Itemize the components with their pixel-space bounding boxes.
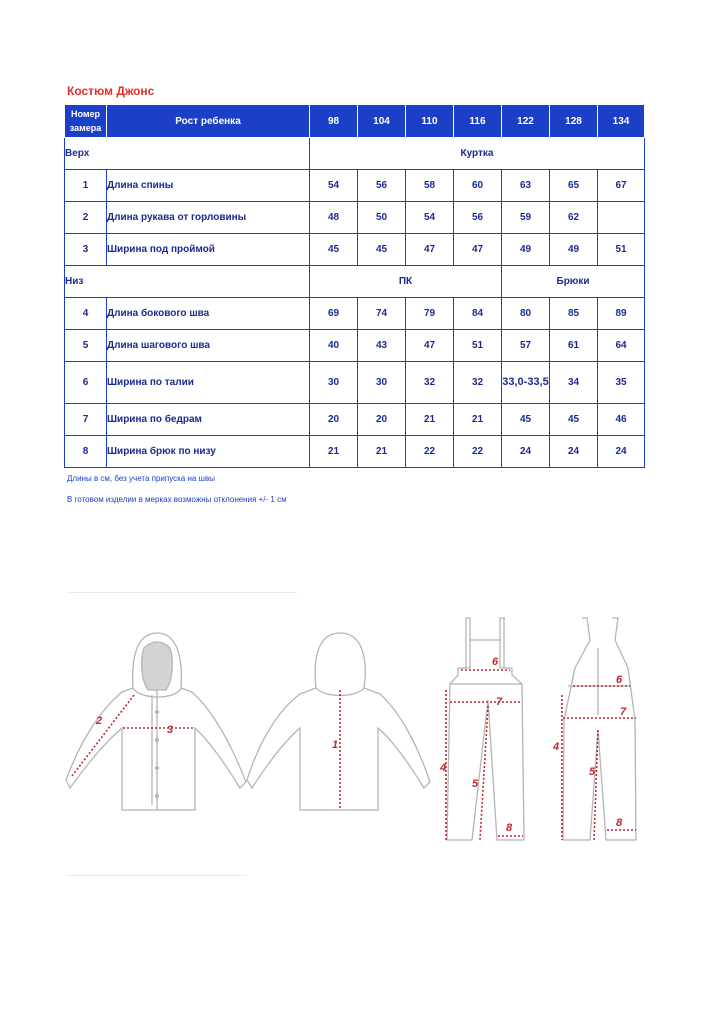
measure-value: 24 xyxy=(550,436,598,468)
measure-value: 47 xyxy=(406,330,454,362)
jacket-back-illustration xyxy=(247,633,430,810)
measure-value: 22 xyxy=(454,436,502,468)
measure-value: 56 xyxy=(358,170,406,202)
measure-value: 49 xyxy=(502,234,550,266)
measure-value: 40 xyxy=(310,330,358,362)
measure-value: 51 xyxy=(454,330,502,362)
measure-value: 45 xyxy=(502,404,550,436)
section-label-bottom: Низ xyxy=(65,266,310,298)
measure-number: 8 xyxy=(65,436,107,468)
measure-value: 24 xyxy=(598,436,645,468)
overalls-back-illustration xyxy=(563,618,636,840)
measure-label-4-back: 4 xyxy=(553,741,560,753)
measure-value: 89 xyxy=(598,298,645,330)
size-header: 98 xyxy=(310,105,358,138)
measure-number: 2 xyxy=(65,202,107,234)
measure-value: 46 xyxy=(598,404,645,436)
measure-number: 1 xyxy=(65,170,107,202)
measure-value: 45 xyxy=(310,234,358,266)
size-header: 122 xyxy=(502,105,550,138)
measure-value: 20 xyxy=(310,404,358,436)
measure-value: 34 xyxy=(550,362,598,404)
note-units: Длины в см, без учета припуска на швы xyxy=(67,474,215,483)
measure-value: 74 xyxy=(358,298,406,330)
garment-label-jacket: Куртка xyxy=(310,138,645,170)
size-header: 128 xyxy=(550,105,598,138)
garment-label-overalls: ПК xyxy=(310,266,502,298)
measure-value: 21 xyxy=(310,436,358,468)
measure-value: 24 xyxy=(502,436,550,468)
measure-value: 69 xyxy=(310,298,358,330)
measure-label-5-back: 5 xyxy=(589,766,596,778)
measure-value: 57 xyxy=(502,330,550,362)
measure-label-2: 2 xyxy=(96,715,103,727)
measure-value: 59 xyxy=(502,202,550,234)
measure-label-8: 8 xyxy=(506,822,513,834)
measure-value: 58 xyxy=(406,170,454,202)
measure-value: 64 xyxy=(598,330,645,362)
measure-value: 47 xyxy=(406,234,454,266)
measure-value: 32 xyxy=(454,362,502,404)
product-title: Костюм Джонс xyxy=(67,84,155,98)
measure-value: 49 xyxy=(550,234,598,266)
measure-value: 60 xyxy=(454,170,502,202)
measure-value: 62 xyxy=(550,202,598,234)
measure-label-1: 1 xyxy=(332,739,339,751)
measure-value: 67 xyxy=(598,170,645,202)
measure-value: 20 xyxy=(358,404,406,436)
measure-name: Длина бокового шва xyxy=(107,298,310,330)
measure-label-7-back: 7 xyxy=(620,706,627,718)
measure-name: Длина рукава от горловины xyxy=(107,202,310,234)
measure-number: 4 xyxy=(65,298,107,330)
child-height-header: Рост ребенка xyxy=(107,105,310,138)
measure-label-8-back: 8 xyxy=(616,817,623,829)
measure-label-3: 3 xyxy=(167,724,174,736)
measure-value: 54 xyxy=(406,202,454,234)
measure-value: 56 xyxy=(454,202,502,234)
measure-value: 48 xyxy=(310,202,358,234)
measure-name: Ширина по бедрам xyxy=(107,404,310,436)
measure-value: 51 xyxy=(598,234,645,266)
measure-name: Длина шагового шва xyxy=(107,330,310,362)
measure-value: 32 xyxy=(406,362,454,404)
measure-number: 7 xyxy=(65,404,107,436)
measure-value: 45 xyxy=(550,404,598,436)
measure-value: 80 xyxy=(502,298,550,330)
measure-value: 21 xyxy=(406,404,454,436)
measure-value: 50 xyxy=(358,202,406,234)
size-header: 104 xyxy=(358,105,406,138)
measure-label-4: 4 xyxy=(440,762,447,774)
measure-value: 54 xyxy=(310,170,358,202)
measure-number: 5 xyxy=(65,330,107,362)
measure-value: 35 xyxy=(598,362,645,404)
measure-name: Ширина под проймой xyxy=(107,234,310,266)
measure-number-header-line1: Номер xyxy=(70,109,101,119)
measure-number-header-line2: замера xyxy=(69,123,102,133)
note-tolerance: В готовом изделии в мерках возможны отклонения +/- 1 см xyxy=(67,495,287,504)
measure-number: 6 xyxy=(65,362,107,404)
measure-value: 63 xyxy=(502,170,550,202)
measure-name: Ширина по талии xyxy=(107,362,310,404)
measure-name: Длина спины xyxy=(107,170,310,202)
measure-value: 84 xyxy=(454,298,502,330)
section-label-top: Верх xyxy=(65,138,310,170)
measure-value: 30 xyxy=(358,362,406,404)
measure-value: 33,0-33,5 xyxy=(502,362,550,404)
measure-label-6: 6 xyxy=(492,656,499,668)
measure-value: 30 xyxy=(310,362,358,404)
measure-number: 3 xyxy=(65,234,107,266)
measure-value: 21 xyxy=(454,404,502,436)
measure-value: 85 xyxy=(550,298,598,330)
measure-label-6-back: 6 xyxy=(616,674,623,686)
measure-value: 47 xyxy=(454,234,502,266)
measure-value: 61 xyxy=(550,330,598,362)
size-header: 134 xyxy=(598,105,645,138)
measure-name: Ширина брюк по низу xyxy=(107,436,310,468)
measure-value: 22 xyxy=(406,436,454,468)
overalls-front-illustration xyxy=(447,618,524,840)
size-header: 116 xyxy=(454,105,502,138)
garment-label-trousers: Брюки xyxy=(502,266,645,298)
measure-value: 65 xyxy=(550,170,598,202)
measure-value: 79 xyxy=(406,298,454,330)
measure-label-7: 7 xyxy=(496,696,503,708)
measure-value: 45 xyxy=(358,234,406,266)
measure-label-5: 5 xyxy=(472,778,479,790)
size-header: 110 xyxy=(406,105,454,138)
measure-value: 43 xyxy=(358,330,406,362)
measure-value: 21 xyxy=(358,436,406,468)
jacket-front-illustration xyxy=(66,633,246,810)
